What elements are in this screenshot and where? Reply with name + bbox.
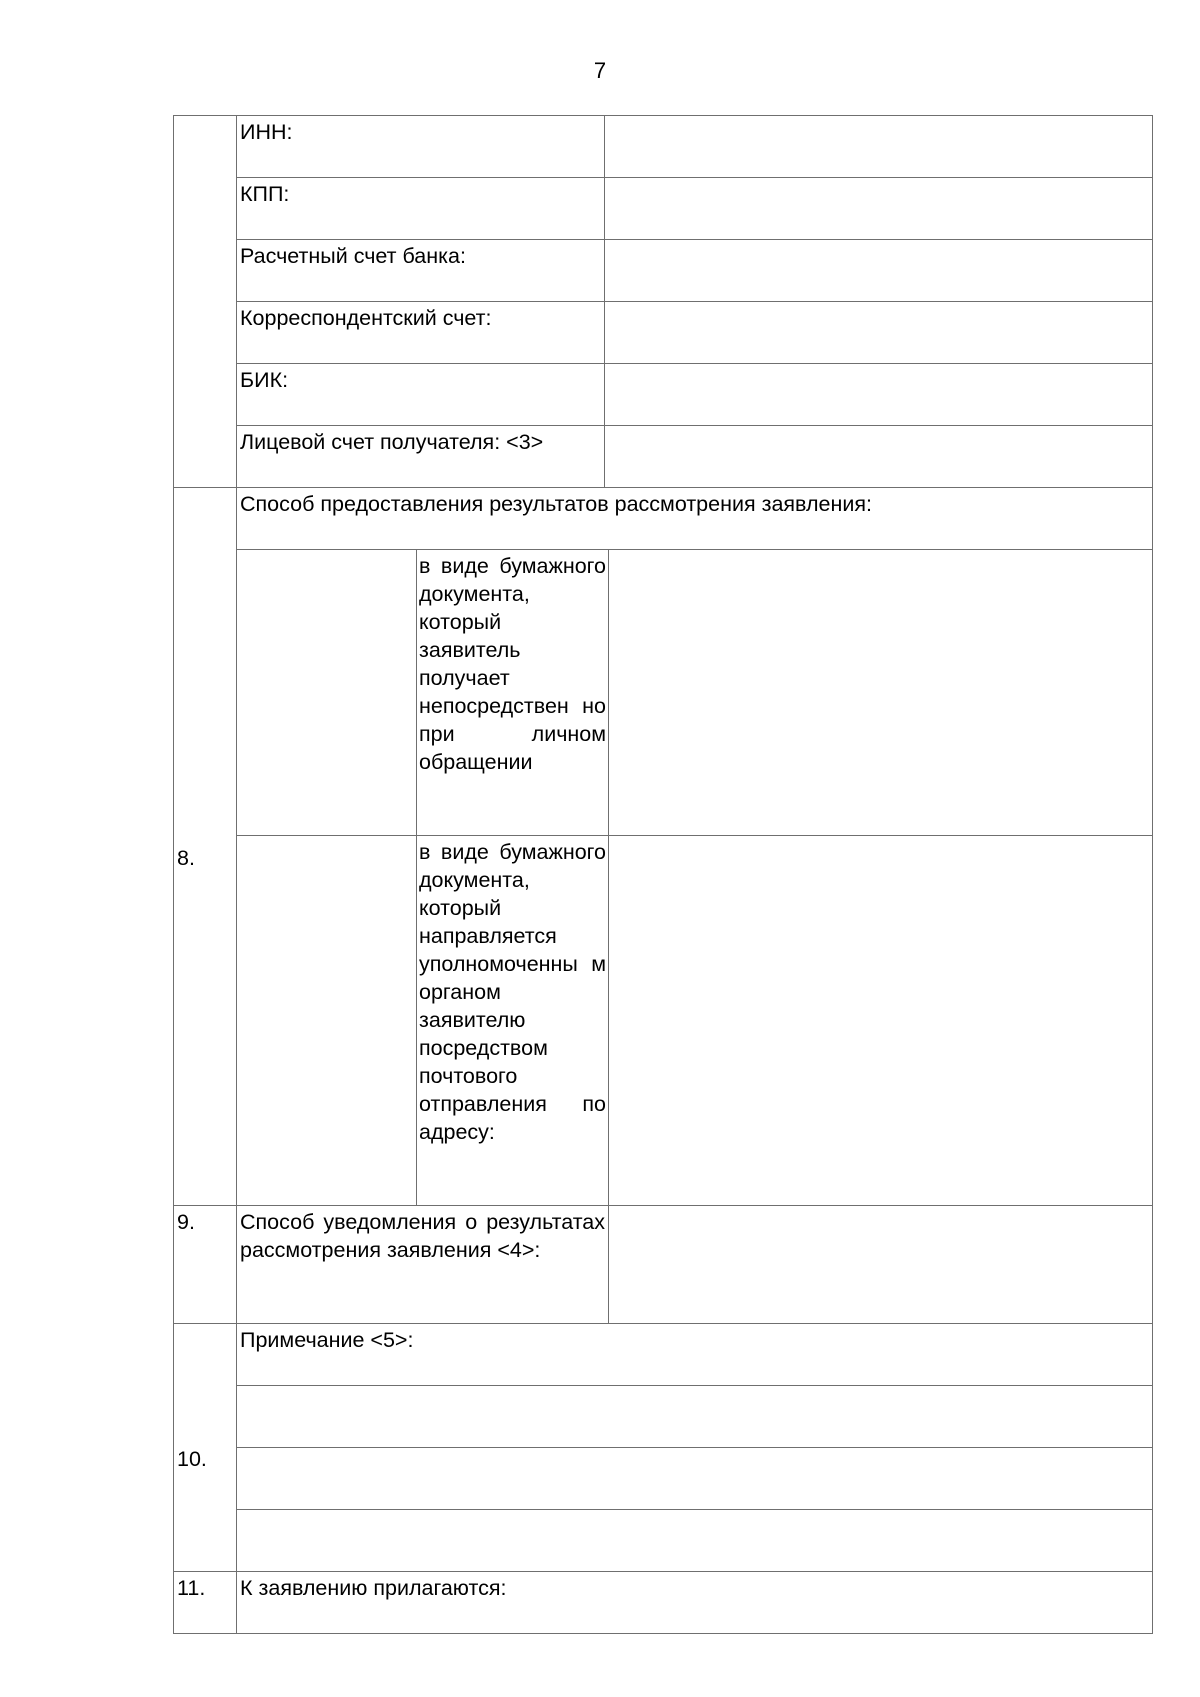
note-line-3-field[interactable] <box>237 1510 1153 1572</box>
option-personal-value-field[interactable] <box>609 550 1153 836</box>
corr-account-label: Корреспондентский счет: <box>237 302 605 364</box>
section-10-label: Примечание <5>: <box>237 1324 1153 1386</box>
corr-account-row <box>174 302 1153 364</box>
inn-value-field[interactable] <box>605 116 1153 178</box>
application-form-table <box>173 115 1153 1634</box>
kpp-value-field[interactable] <box>605 178 1153 240</box>
option-mail-checkbox-cell[interactable] <box>237 836 417 1206</box>
section-9-row <box>174 1206 1153 1324</box>
section-7-number-cell <box>174 116 237 488</box>
section-10-note-line-3 <box>174 1510 1153 1572</box>
section-10-note-line-2 <box>174 1448 1153 1510</box>
bik-label: БИК: <box>237 364 605 426</box>
section-10-heading-row <box>174 1324 1153 1386</box>
section-8-number-cell <box>174 488 237 1206</box>
section-8-heading: Способ предоставления результатов рассмотрения заявления: <box>237 488 1153 550</box>
option-mail-label: в виде бумажного документа, который направляется уполномоченны м органом заявителю посредством почтового отправления по адресу: <box>417 836 609 1206</box>
inn-label: ИНН: <box>237 116 605 178</box>
kpp-row <box>174 178 1153 240</box>
bank-account-row <box>174 240 1153 302</box>
personal-account-row <box>174 426 1153 488</box>
section-11-row <box>174 1572 1153 1634</box>
personal-account-value-field[interactable] <box>605 426 1153 488</box>
section-11-number: 11. <box>174 1572 237 1634</box>
inn-row <box>174 116 1153 178</box>
kpp-label: КПП: <box>237 178 605 240</box>
personal-account-label: Лицевой счет получателя: <3> <box>237 426 605 488</box>
bank-account-value-field[interactable] <box>605 240 1153 302</box>
section-9-number: 9. <box>174 1206 237 1324</box>
option-personal-checkbox-cell[interactable] <box>237 550 417 836</box>
corr-account-value-field[interactable] <box>605 302 1153 364</box>
section-8-heading-row <box>174 488 1153 550</box>
section-9-value-field[interactable] <box>609 1206 1153 1324</box>
bank-account-label: Расчетный счет банка: <box>237 240 605 302</box>
option-mail-address-field[interactable] <box>609 836 1153 1206</box>
section-10-note-line-1 <box>174 1386 1153 1448</box>
section-8-option-personal-row <box>174 550 1153 836</box>
option-personal-label: в виде бумажного документа, который заявитель получает непосредствен но при личном обращении <box>417 550 609 836</box>
section-10-number-cell <box>174 1324 237 1572</box>
page-number: 7 <box>593 58 607 83</box>
section-10-number: 10. <box>177 1446 207 1471</box>
note-line-2-field[interactable] <box>237 1448 1153 1510</box>
section-11-label: К заявлению прилагаются: <box>237 1572 1153 1634</box>
section-9-label: Способ уведомления о результатах рассмотрения заявления <4>: <box>237 1206 609 1324</box>
section-8-option-mail-row <box>174 836 1153 1206</box>
note-line-1-field[interactable] <box>237 1386 1153 1448</box>
section-8-number: 8. <box>177 845 195 870</box>
bik-value-field[interactable] <box>605 364 1153 426</box>
bik-row <box>174 364 1153 426</box>
